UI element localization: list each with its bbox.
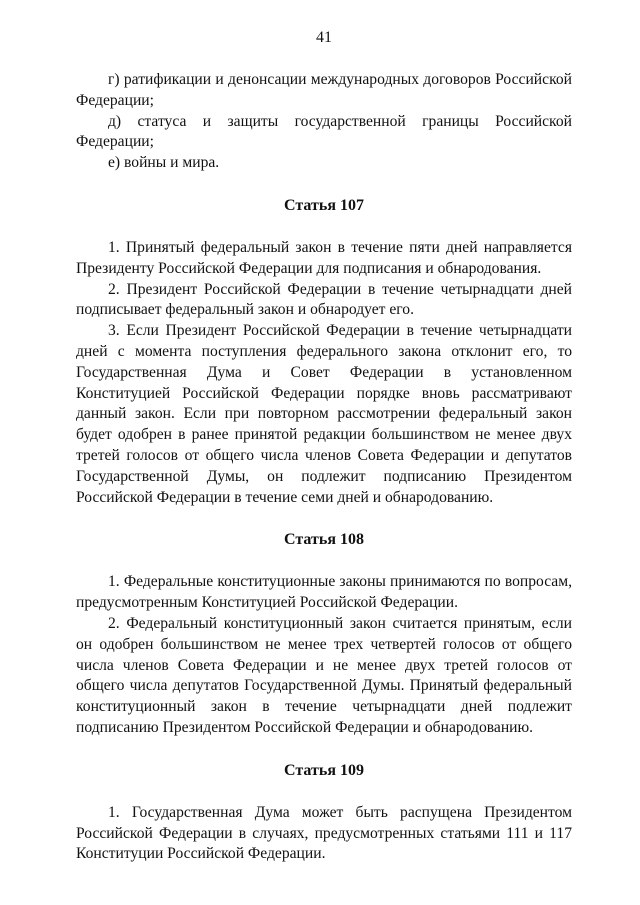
list-item-e: е) войны и мира. bbox=[108, 154, 220, 172]
page-number: 41 bbox=[316, 29, 332, 46]
article-108-title: Статья 108 bbox=[284, 531, 364, 549]
article-108-paragraph-2: 2. Федеральный конституционный закон считается принятым, если он одобрен большинством не менее трех четвертей голосов от общего числа членов Совета Федерации и не менее двух третей голосов от общего числа депутатов Государственной Думы. Принятый федеральный конституционный закон в течение четырнадцати дней подлежит подписанию Президентом Российской Федерации и обнародованию. bbox=[76, 614, 572, 736]
article-107-title: Статья 107 bbox=[284, 196, 364, 214]
article-107-paragraph-2: 2. Президент Российской Федерации в течение четырнадцати дней подписывает федеральный закон и обнародует его. bbox=[76, 280, 572, 319]
list-item-d: д) статуса и защиты государственной границы Российской Федерации; bbox=[76, 112, 572, 151]
article-109-paragraph-1: 1. Государственная Дума может быть распущена Президентом Российской Федерации в случаях, предусмотренных статьями 111 и 117 Конституции Российской Федерации. bbox=[76, 803, 572, 863]
article-107-paragraph-3: 3. Если Президент Российской Федерации в течение четырнадцати дней с момента поступления федерального закона отклонит его, то Государственная Дума и Совет Федерации в установленном Конституцией Российской Федерации порядке вновь рассматривают данный закон. Если при повторном рассмотрении федеральный закон будет одобрен в ранее принятой редакции большинством не менее двух третей голосов от общего числа членов Совета Федерации и депутатов Государственной Думы, он подлежит подписанию Президентом Российской Федерации в течение семи дней и обнародованию. bbox=[76, 322, 572, 506]
article-107-paragraph-1: 1. Принятый федеральный закон в течение пяти дней направляется Президенту Российской Федерации для подписания и обнародования. bbox=[76, 238, 572, 277]
article-109-title: Статья 109 bbox=[284, 761, 364, 779]
list-item-g: г) ратификации и денонсации международных договоров Российской Федерации; bbox=[76, 71, 572, 109]
article-108-paragraph-1: 1. Федеральные конституционные законы принимаются по вопросам, предусмотренным Конституцией Российской Федерации. bbox=[76, 573, 572, 612]
